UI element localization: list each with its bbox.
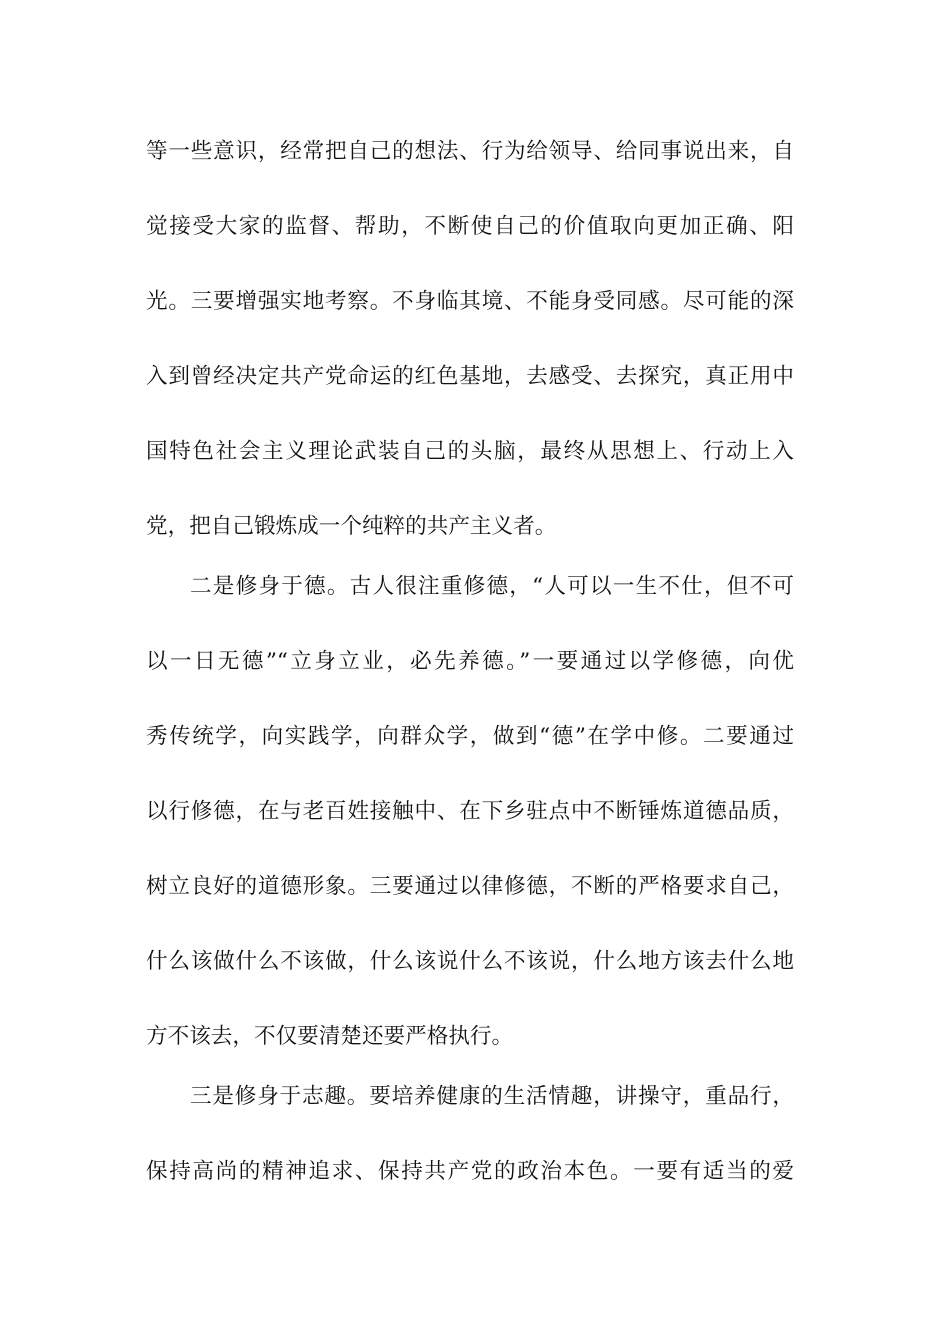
text-line: 秀传统学，向实践学，向群众学，做到“德”在学中修。二要通过 — [146, 724, 794, 749]
text-line: 等一些意识，经常把自己的想法、行为给领导、给同事说出来，自 — [146, 139, 794, 164]
text-line: 保持高尚的精神追求、保持共产党的政治本色。一要有适当的爱 — [146, 1159, 794, 1184]
text-line: 以一日无德”“立身立业，必先养德。”一要通过以学修德，向优 — [146, 649, 794, 674]
text-line: 树立良好的道德形象。三要通过以律修德，不断的严格要求自己， — [146, 874, 794, 899]
text-line: 国特色社会主义理论武装自己的头脑，最终从思想上、行动上入 — [146, 439, 794, 464]
text-line: 觉接受大家的监督、帮助，不断使自己的价值取向更加正确、阳 — [146, 214, 794, 239]
text-line: 入到曾经决定共产党命运的红色基地，去感受、去探究，真正用中 — [146, 364, 794, 389]
text-line: 方不该去，不仅要清楚还要严格执行。 — [146, 1024, 514, 1049]
paragraph-first-line: 三是修身于志趣。要培养健康的生活情趣，讲操守，重品行， — [190, 1084, 794, 1109]
text-line: 以行修德，在与老百姓接触中、在下乡驻点中不断锤炼道德品质， — [146, 799, 794, 824]
paragraph-first-line: 二是修身于德。古人很注重修德，“人可以一生不仕，但不可 — [190, 574, 794, 599]
text-line: 什么该做什么不该做，什么该说什么不该说，什么地方该去什么地 — [146, 949, 794, 974]
text-line: 光。三要增强实地考察。不身临其境、不能身受同感。尽可能的深 — [146, 289, 794, 314]
text-line: 党，把自己锻炼成一个纯粹的共产主义者。 — [146, 514, 557, 539]
